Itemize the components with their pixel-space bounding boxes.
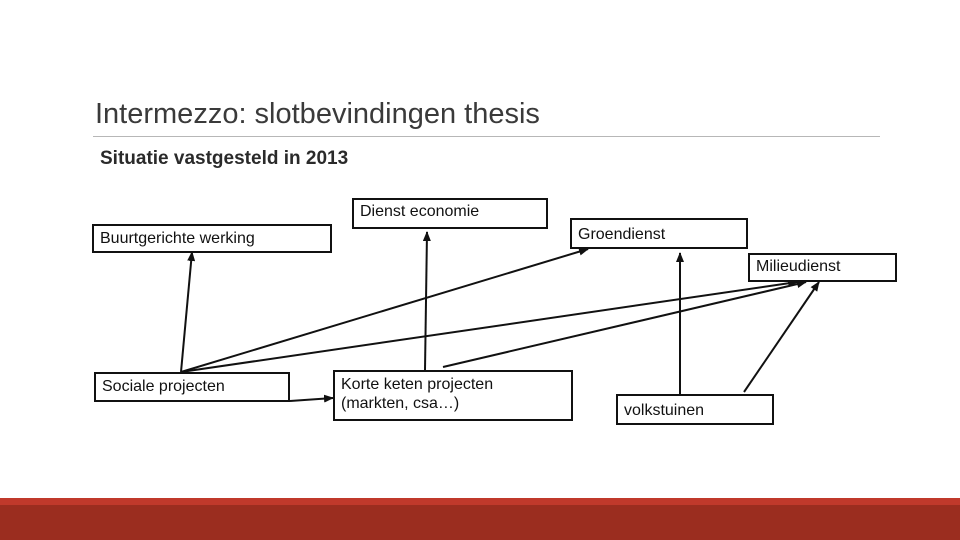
node-dienst-economie [352,198,548,229]
edge-sociale-to-buurtgerichte [181,252,192,372]
node-korte-keten-label-line2: (markten, csa…) [341,395,460,412]
node-korte-keten-projecten [333,370,573,421]
node-volkstuinen [616,394,774,425]
slide-title: Intermezzo: slotbevindingen thesis [95,98,540,130]
edge-volkstuinen-to-milieudienst [744,282,819,392]
node-dienst-economie-label: Dienst economie [360,203,480,220]
node-volkstuinen-label: volkstuinen [624,402,705,419]
node-milieudienst [748,253,897,282]
node-milieudienst-label: Milieudienst [756,258,841,275]
edge-korte-keten-to-dienst-economie [425,232,427,370]
node-sociale-projecten [94,372,290,402]
node-buurtgerichte-werking [92,224,332,253]
node-groendienst [570,218,748,249]
node-buurtgerichte-werking-label: Buurtgerichte werking [100,230,255,247]
node-groendienst-label: Groendienst [578,226,666,243]
node-sociale-projecten-label: Sociale projecten [102,378,225,395]
edge-korte-keten-to-milieudienst [443,282,806,367]
node-korte-keten-label-line1: Korte keten projecten [341,376,494,393]
edge-sociale-to-groendienst [181,249,588,372]
slide-subtitle: Situatie vastgesteld in 2013 [100,148,349,169]
footer-accent-stripe [0,498,960,505]
edge-sociale-to-milieudienst [181,282,797,372]
edge-sociale-to-korte-keten [290,398,333,401]
